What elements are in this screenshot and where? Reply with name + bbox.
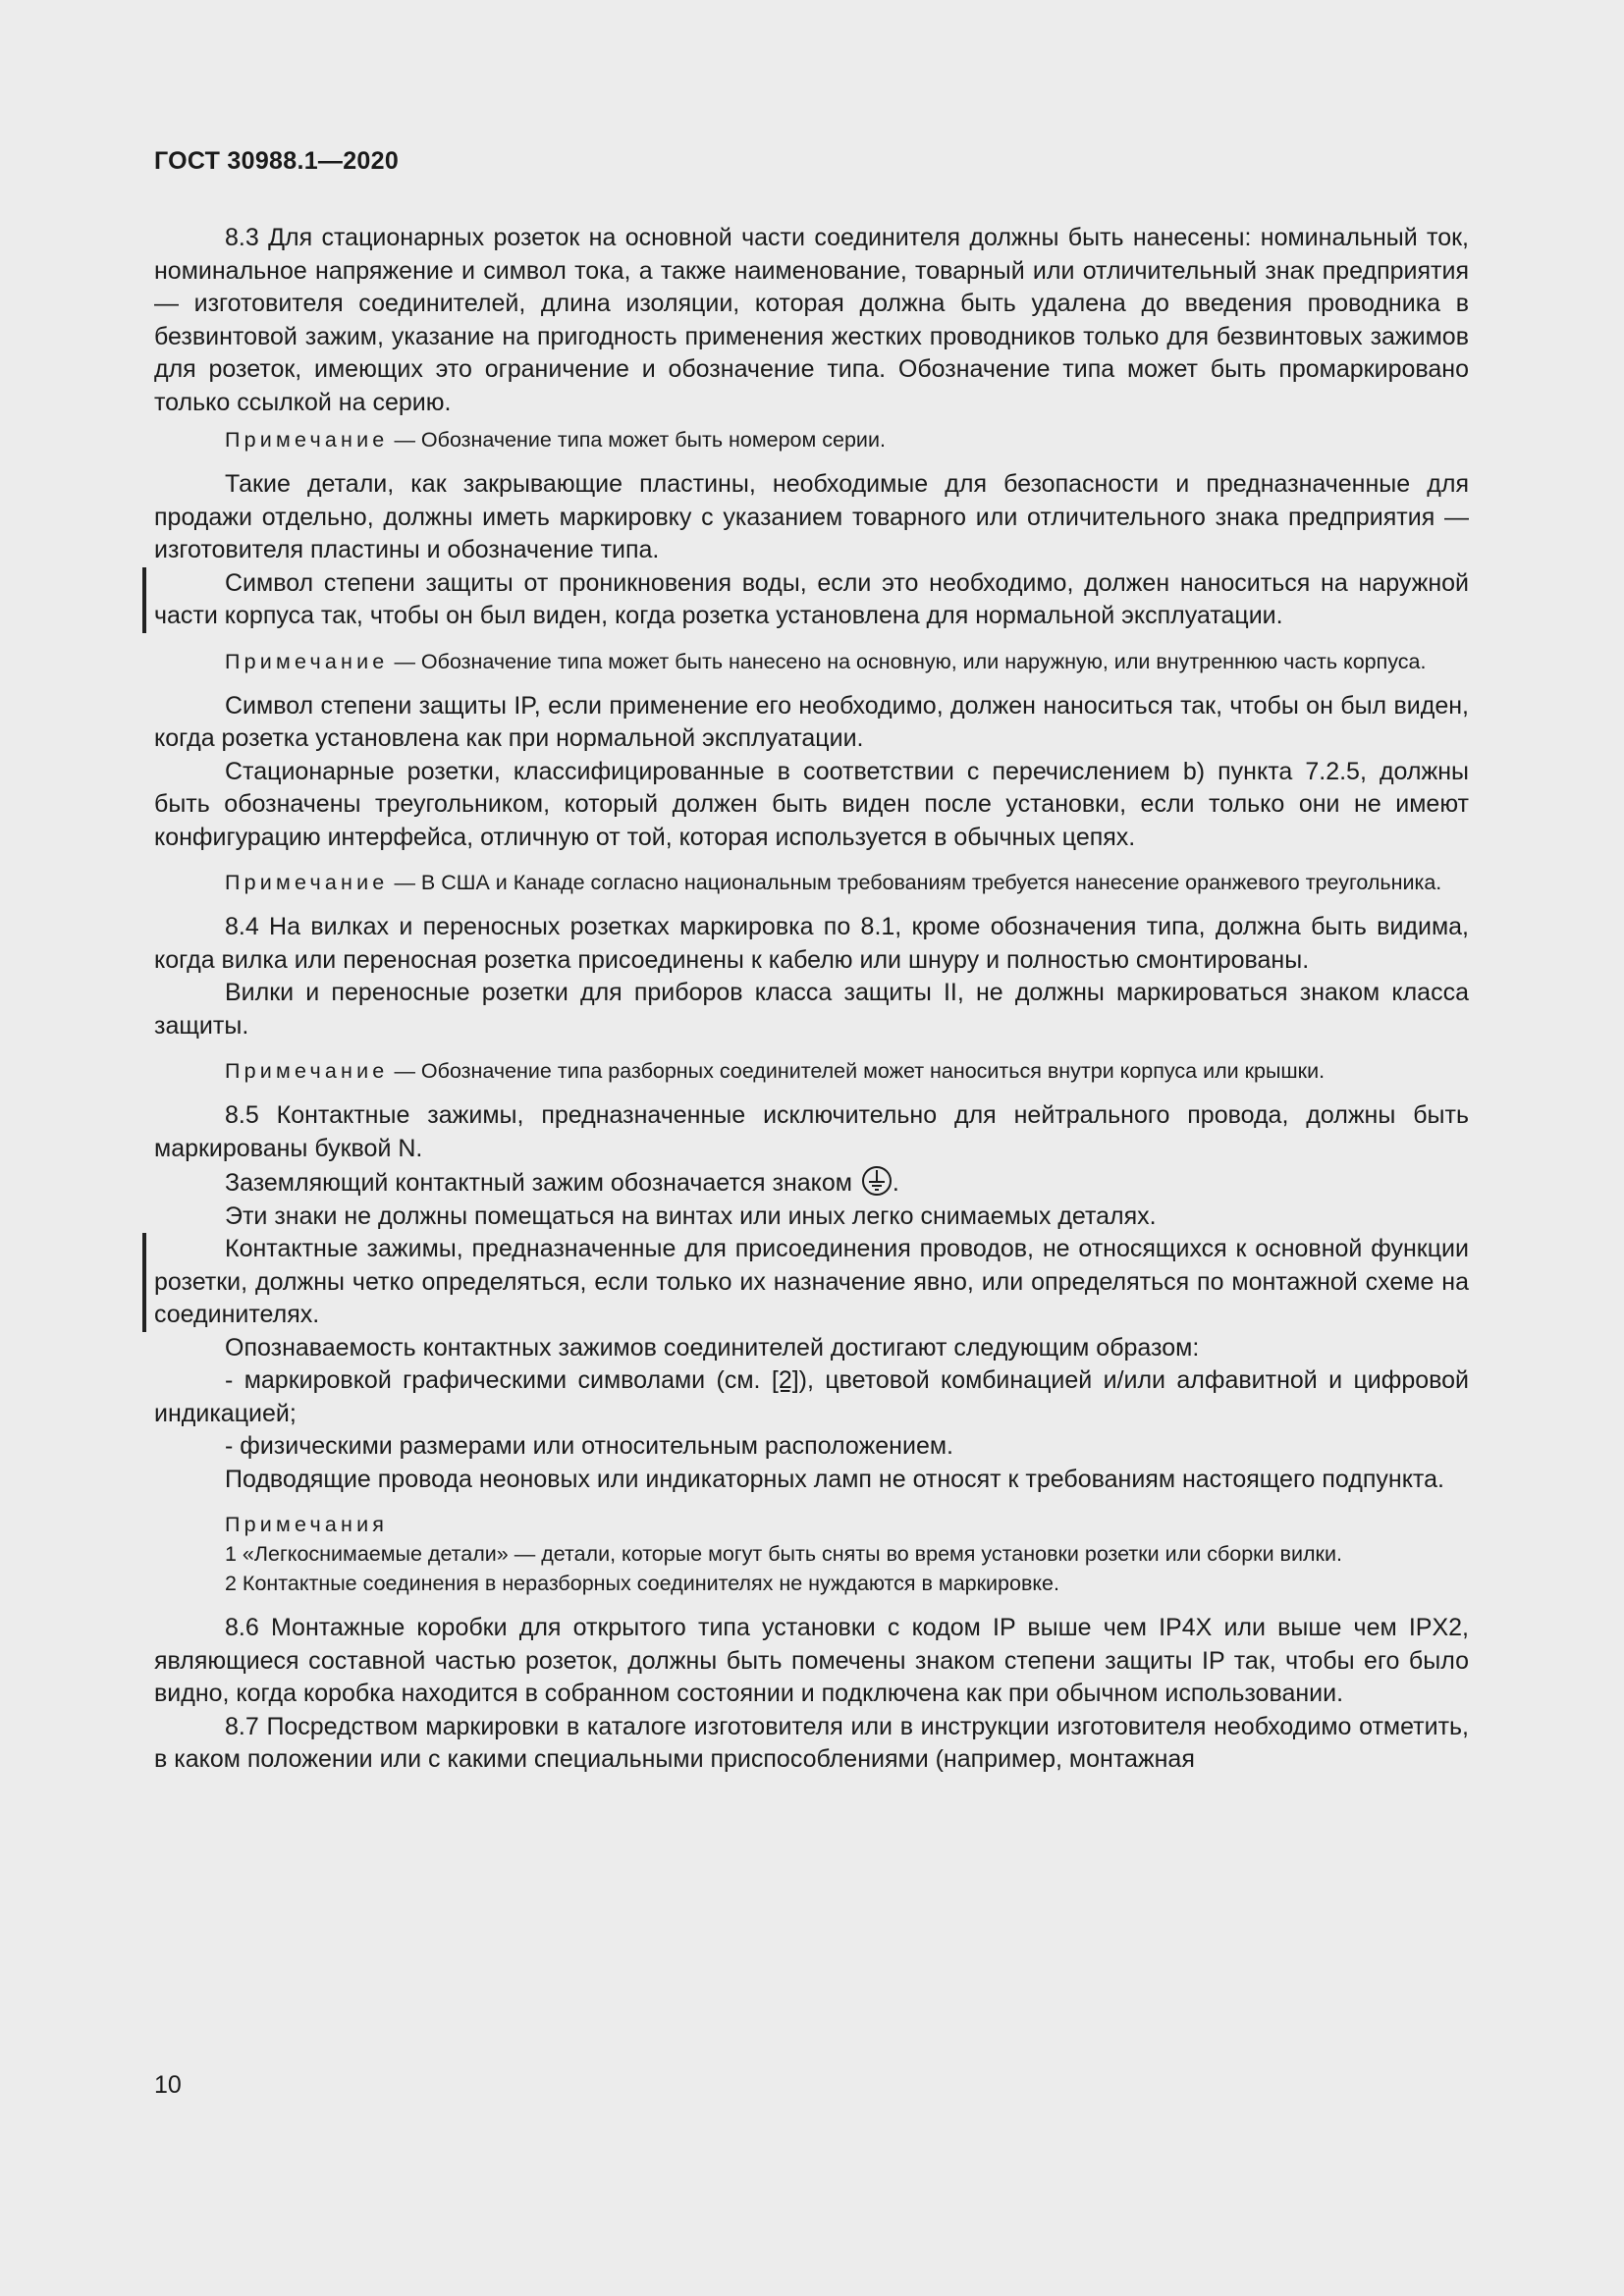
list-item-physical-size: - физическими размерами или относительным расположением. bbox=[225, 1432, 953, 1460]
paragraph-identification: Опознаваемость контактных зажимов соединителей достигают следующим образом: bbox=[225, 1333, 1200, 1362]
paragraph-8-5: 8.5 Контактные зажимы, предназначенные исключительно для нейтрального провода, должны быть маркированы буквой N. bbox=[154, 1101, 1469, 1162]
note-dash: — bbox=[394, 428, 415, 452]
notes-item-1: 1 «Легкоснимаемые детали» — детали, которые могут быть сняты во время установки розетки или сборки вилки. bbox=[225, 1542, 1342, 1566]
paragraph-ip-symbol: Символ степени защиты IP, если применение его необходимо, должен наноситься так, чтобы он был виден, когда розетка установлена как при нормальной эксплуатации. bbox=[154, 691, 1469, 752]
note-label: Примечание bbox=[225, 871, 389, 894]
list-item-text: ), цветовой комбинацией и/или алфавитной и цифровой индикацией; bbox=[154, 1366, 1470, 1427]
notes-item-2: 2 Контактные соединения в неразборных соединителях не нуждаются в маркировке. bbox=[225, 1572, 1059, 1595]
note-type-location bbox=[154, 647, 1469, 676]
note-label: Примечание bbox=[225, 1059, 389, 1083]
ground-symbol-icon bbox=[861, 1165, 893, 1197]
notes-label: Примечания bbox=[225, 1513, 389, 1536]
paragraph-class-2: Вилки и переносные розетки для приборов класса защиты II, не должны маркироваться знаком класса защиты. bbox=[154, 979, 1469, 1040]
note-text: Обозначение типа может быть номером серии. bbox=[420, 428, 886, 452]
list-item-text: - маркировкой графическими символами (см. bbox=[225, 1366, 772, 1394]
paragraph-screws: Эти знаки не должны помещаться на винтах или иных легко снимаемых деталях. bbox=[225, 1201, 1157, 1230]
note-type-series bbox=[154, 425, 1469, 454]
paragraph-triangle: Стационарные розетки, классифицированные в соответствии с перечислением b) пункта 7.2.5, должны быть обозначены треугольником, который должен быть виден после установки, если только они не имеют конфигурацию интерфейса, отличную от той, которая используется в обычных цепях. bbox=[154, 757, 1469, 851]
page-number: 10 bbox=[154, 2071, 182, 2099]
paragraph-8-6: 8.6 Монтажные коробки для открытого типа установки с кодом IP выше чем IP4X или выше чем IPX2, являющиеся составной частью розеток, должны быть помечены знаком степени защиты IP так, чтобы его было видно, когда коробка находится в собранном состоянии и подключена как при обычном использовании. bbox=[154, 1614, 1469, 1707]
paragraph-cover-plates: Такие детали, как закрывающие пластины, необходимые для безопасности и предназначенные для продажи отдельно, должны иметь маркировку с указанием товарного или отличительного знака предприятия — изготовителя пластины и обозначение типа. bbox=[154, 470, 1469, 563]
paragraph-8-3: 8.3 Для стационарных розеток на основной части соединителя должны быть нанесены: номинальный ток, номинальное напряжение и символ тока, а также наименование, товарный или отличительный знак предприятия — изготовителя соединителей, длина изоляции, которая должна быть удалена до введения проводника в безвинтовой зажим, указание на пригодность применения жестких проводников только для безвинтовых зажимов для розеток, имеющих это ограничение и обозначение типа. Обозначение типа может быть промаркировано только ссылкой на серию. bbox=[154, 224, 1469, 416]
note-usa-canada bbox=[154, 868, 1469, 897]
note-dash: — bbox=[394, 649, 415, 673]
list-item-graphic-symbols bbox=[154, 1364, 1469, 1430]
ground-text: Заземляющий контактный зажим обозначается знаком bbox=[225, 1169, 852, 1197]
note-dash: — bbox=[394, 1059, 415, 1083]
note-label: Примечание bbox=[225, 649, 389, 673]
reference-link[interactable]: [2] bbox=[771, 1366, 799, 1394]
note-demountable bbox=[154, 1056, 1469, 1086]
document-header: ГОСТ 30988.1—2020 bbox=[154, 147, 400, 175]
paragraph-8-4: 8.4 На вилках и переносных розетках маркировка по 8.1, кроме обозначения типа, должна быть видима, когда вилка или переносная розетка присоединены к кабелю или шнуру и полностью смонтированы. bbox=[154, 913, 1469, 974]
note-text: Обозначение типа может быть нанесено на основную, или наружную, или внутреннюю часть корпуса. bbox=[420, 649, 1427, 673]
paragraph-ground-terminal bbox=[154, 1165, 1469, 1201]
note-dash: — bbox=[394, 871, 415, 894]
paragraph-lamp-leads: Подводящие провода неоновых или индикаторных ламп не относят к требованиям настоящего подпункта. bbox=[225, 1465, 1444, 1493]
note-label: Примечание bbox=[225, 428, 389, 452]
note-text: Обозначение типа разборных соединителей может наноситься внутри корпуса или крышки. bbox=[420, 1059, 1326, 1083]
paragraph-water-protection: Символ степени защиты от проникновения воды, если это необходимо, должен наноситься на наружной части корпуса так, чтобы он был виден, когда розетка установлена для нормальной эксплуатации. bbox=[142, 567, 1469, 633]
paragraph-terminals: Контактные зажимы, предназначенные для присоединения проводов, не относящихся к основной функции розетки, должны четко определяться, если только их назначение явно, или определяться по монтажной схеме на соединителях. bbox=[142, 1233, 1469, 1332]
document-body bbox=[154, 222, 1469, 1777]
note-text: В США и Канаде согласно национальным требованиям требуется нанесение оранжевого треугольника. bbox=[420, 871, 1442, 894]
paragraph-8-7: 8.7 Посредством маркировки в каталоге изготовителя или в инструкции изготовителя необходимо отметить, в каком положении или с какими специальными приспособлениями (например, монтажная bbox=[154, 1712, 1469, 1773]
notes-heading bbox=[154, 1510, 1469, 1539]
ground-text-end: . bbox=[892, 1169, 899, 1197]
